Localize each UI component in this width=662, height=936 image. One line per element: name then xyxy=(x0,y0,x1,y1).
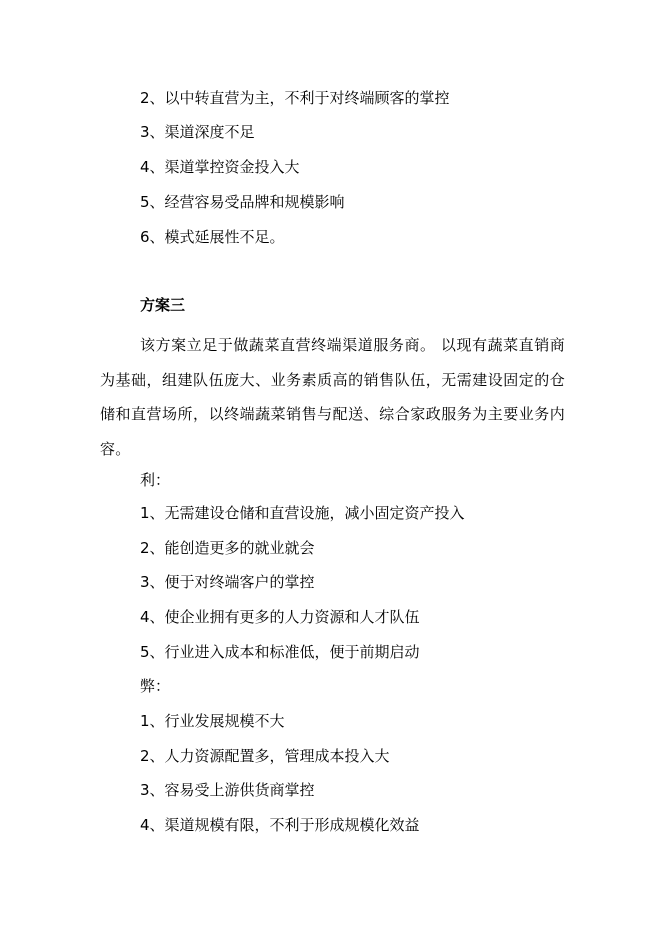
pros-label: 利： xyxy=(140,471,171,489)
cons-b-item-4: 4、渠道规模有限，不利于形成规模化效益 xyxy=(140,816,420,834)
pros-item-2: 2、能创造更多的就业就会 xyxy=(140,539,315,557)
pros-item-1: 1、无需建设仓储和直营设施，减小固定资产投入 xyxy=(140,504,465,522)
cons-item-3: 3、渠道深度不足 xyxy=(140,123,255,141)
intro-paragraph: 该方案立足于做蔬菜直营终端渠道服务商。 以现有蔬菜直销商为基础，组建队伍庞大、业务素质高的销售队伍，无需建设固定的仓储和直营场所，以终端蔬菜销售与配送、综合家政服务为主要业务内容。 xyxy=(100,336,565,459)
cons-item-2: 2、以中转直营为主，不利于对终端顾客的掌控 xyxy=(140,89,450,107)
section-title: 方案三 xyxy=(140,296,186,314)
pros-item-3: 3、便于对终端客户的掌控 xyxy=(140,573,315,591)
cons-item-6: 6、模式延展性不足。 xyxy=(140,228,285,246)
cons-b-item-1: 1、行业发展规模不大 xyxy=(140,712,285,730)
pros-item-4: 4、使企业拥有更多的人力资源和人才队伍 xyxy=(140,608,420,626)
cons-item-5: 5、经营容易受品牌和规模影响 xyxy=(140,193,345,211)
cons-label: 弊： xyxy=(140,677,171,695)
cons-b-item-2: 2、人力资源配置多，管理成本投入大 xyxy=(140,747,390,765)
cons-item-4: 4、渠道掌控资金投入大 xyxy=(140,158,300,176)
cons-b-item-3: 3、容易受上游供货商掌控 xyxy=(140,781,315,799)
pros-item-5: 5、行业进入成本和标准低，便于前期启动 xyxy=(140,643,420,661)
